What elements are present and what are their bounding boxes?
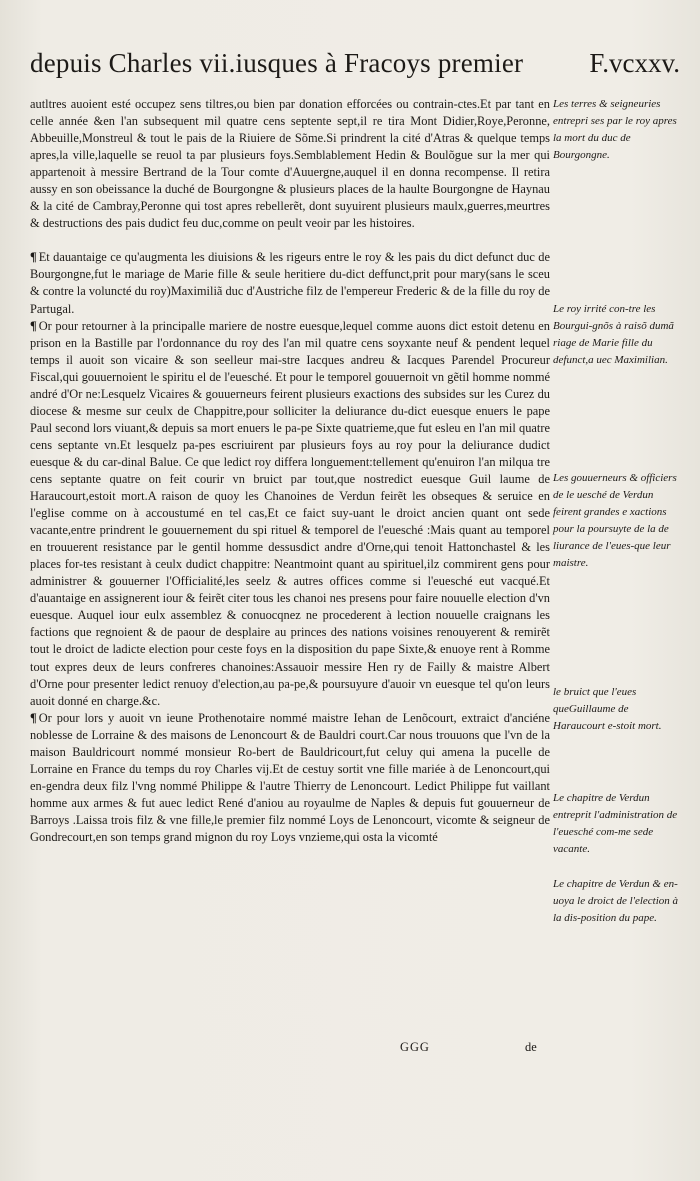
margin-note-1: Les terres & seigneuries entrepri ses par le roy apres la mort du duc de Bourgongne. [553,98,677,161]
main-text-column [30,96,550,846]
paragraph-1: autltres auoient esté occupez sens tiltres,ou bien par donation efforcées ou contrain-ctes.Et par tant en celle année &en l'an subsequent mil quatre cens septente sept,il re tira Mont Didier,Roye,Peronne, Abbeuille,Monstreul & tout le pais de la Riuiere de Sõme.Si prindrent la cité d'Atras & quelque temps apres,la ville,laquelle se reuol ta par plusieurs foys.Semblablement Hedin & Boulõgue sur la mer qui appartenoit à messire Bertrand de la Tour comte d'Auuergne,auquel il en donna recompense. Il retira aussy en son obeissance la duché de Bourgongne & plusieurs places de la haulte Bourgongne de Haynau & la cité de Cambray,Peronne qui tost apres rebellerẽt, dont suyuirent plusieurs maulx,guerres,meurtres & destructions des pais dudict feu duc,comme on peult veoir par les histoires. [30,97,550,231]
pilcrow-icon: ¶ [30,318,37,333]
folio-number: F.vcxxv. [589,48,680,78]
margin-note-3: Les gouuerneurs & officiers de le uesché de Verdun feirent grandes e xactions pour la poursuyte de la de liurance de l'eues-que leur maistre. [553,472,677,569]
margin-note-4: le bruict que l'eues queGuillaume de Haraucourt e-stoit mort. [553,686,662,732]
signature-mark: GGG [400,1040,430,1054]
paragraph-4 [30,710,550,846]
running-title: depuis Charles vii.iusques à Fracoys premier [30,48,524,78]
pilcrow-icon: ¶ [30,250,37,265]
paragraph-3-text: Or pour retourner à la principalle mariere de nostre euesque,lequel comme auons dict estoit detenu en prison en la Bastille par l'ordonnance du roy des l'an mil quatre cens soyxante neuf & pendent lequel temps il auoit son vicaire & son seelleur mai-stre Iacques andreu & Iacques Parendel Procureur Fiscal,qui gouuernoient le spiritu el de l'euesché. Et pour le temporel gouuernoit vn gẽtil homme nommé andré d'Or ne:Lesquelz Vicaires & gouuerneurs feirent plusieurs exactions des subsides sur les Curez du diocese & mesme sur ceulx de Chappitre,pour solliciter la deliurance du-dict euesque enuers le pape Paul second lors viuant,& depuis sa mort enuers le pa-pe Sixte quatrieme,que fut esleu en l'an mil quatre cens septante vn.Et lesquelz pa-pes escriuirent par plusieurs foys au roy pour la deliurance dudict euesque & du car-dinal Balue. Ce que ledict roy differa longuement:tellement qu'enuiron l'an milqua tre cens septante quatre on feit courir vn bruict par tout,que nostredict euesque Guil laume de Haraucourt,estoit mort.A raison de quoy les Chanoines de Verdun feirẽt les obseques & seruice en l'eglise comme on à accoustumé en tel cas,Et ce faict suy-uant le droict ancien quant ont sede vacante,entre prindrent le gouuernement du spi rituel & temporel de l'euesché :Mais quant au temporel en trouuerent resistance par le gentil homme dessusdict andre d'Orne,qui tenoit Hattonchastel & les places for-tes resistant à ceulx dudict chappitre: Neantmoint quant au spirituel,ilz commirent gens pour administrer & gouuerner l'Officialité,les seelz & autres offices comme si l'euesché eut vacqué.Et d'auantaige en assignerent iour & feirẽt citer tous les chanoi nes presens pour faire nouuelle election d'vn euesque. Auquel iour eulx assemblez & conuocqnez ne procederent à lection nouuelle craignans les factions que regnoient & de paour de desplaire au princes des nations voisines renouyerent & remirẽt tout le droict de ladicte election pour ceste foys en la disposition du pape Sixte,& enuoye rent à Romme tout expres deux de leurs confreres chanoines:Assauoir messire Hen ry de Failly & maistre Albert d'Orne pour presenter ledict renuoy d'election,au pa-pe,& poursuyure d'auoir vn euesque tel qu'on leurs auoit donné en charge.&c. [30,318,550,708]
margin-note-6: Le chapitre de Verdun & en-uoya le droict de l'election à la dis-position du pape. [553,878,679,924]
paragraph-2-text: Et dauantaige ce qu'augmenta les diuisions & les rigeurs entre le roy & les pais du dict defunct duc de Bourgongne,fut le mariage de Marie fille & seule heritiere du-dict deffunct,prit pour mary(sans le sceu & contre la voluncté du roy)Maximiliã duc d'Austriche filz de l'empereur Frederic & de la fille du roy de Partugal. [30,250,550,316]
paragraph-4-text: Or pour lors y auoit vn ieune Prothenotaire nommé maistre Iehan de Lenõcourt, extraict d'anciéne noblesse de Lorraine & des maisons de Lenoncourt & de Bauldri court.Car nous trouuons que l'vn de la maison Bauldricourt nommé monsieur Ro-bert de Bauldricourt,fut celuy qui amena la pucelle de Lorraine en France du temps du roy Charles vij.Et de cestuy sortit vne fille mariée à de Lenoncourt,qui en-gendra deux filz l'vng nommé Philippe & l'autre Thierry de Lenoncourt. Ledict Philippe fut vaillant homme aux armes & fut auec ledict René d'aniou au royaulme de Naples & depuis fut gouuerneur de Barroys .Laissa trois filz & vne fille,le premier filz nommé Loys de Lenoncourt, vicomte & seigneur de Gondrecourt,en son temps grand mignon du roy Loys vnzieme,qui osta la vicomté [30,710,550,844]
paragraph-2 [30,249,550,317]
page-header [30,48,680,79]
catchword: de [525,1040,537,1054]
paragraph-3 [30,318,550,710]
margin-note-5: Le chapitre de Verdun entreprit l'administration de l'euesché com-me sede vacante. [553,792,678,855]
pilcrow-icon: ¶ [30,710,37,725]
margin-note-2: Le roy irrité con-tre les Bourgui-gnõs à raisõ dumã riage de Marie fille du defunct,a uec Maximilian. [553,303,674,366]
